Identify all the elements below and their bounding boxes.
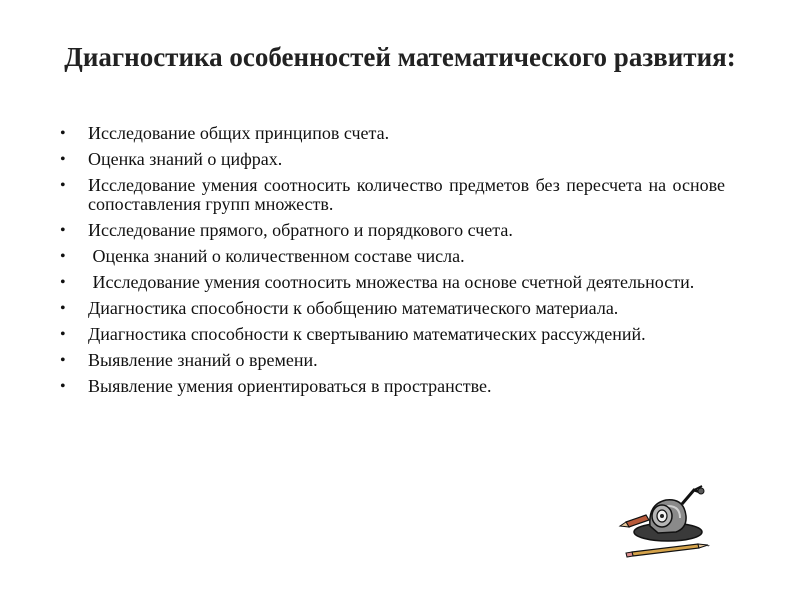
list-item-text: Диагностика способности к свертыванию математических рассуждений.	[88, 324, 646, 344]
list-item	[60, 176, 725, 214]
list-item	[60, 377, 725, 396]
list-item-text: Диагностика способности к обобщению математического материала.	[88, 298, 619, 318]
slide-title: Диагностика особенностей математического развития:	[64, 42, 736, 72]
pencil-sharpener-icon	[610, 482, 720, 562]
bullet-icon: •	[60, 125, 66, 142]
bullet-icon: •	[60, 274, 66, 291]
list-item-text: Оценка знаний о цифрах.	[88, 149, 283, 169]
bullet-icon: •	[60, 222, 66, 239]
list-item	[60, 247, 725, 266]
list-item	[60, 124, 725, 143]
list-item-text: Исследование общих принципов счета.	[88, 123, 390, 143]
bullet-icon: •	[60, 326, 66, 343]
bullet-list	[60, 124, 725, 403]
bullet-icon: •	[60, 248, 66, 265]
list-item	[60, 273, 725, 292]
list-item-text: Оценка знаний о количественном составе числа.	[88, 246, 465, 266]
list-item	[60, 299, 725, 318]
bullet-icon: •	[60, 352, 66, 369]
list-item-text: Исследование умения соотносить количество предметов без пересчета на основе сопоставления групп множеств.	[88, 175, 725, 214]
list-item	[60, 221, 725, 240]
list-item-text: Исследование умения соотносить множества на основе счетной деятельности.	[88, 272, 695, 292]
list-item	[60, 150, 725, 169]
list-item-text: Выявление знаний о времени.	[88, 350, 318, 370]
bullet-icon: •	[60, 177, 66, 194]
list-item-text: Выявление умения ориентироваться в пространстве.	[88, 376, 492, 396]
bullet-icon: •	[60, 300, 66, 317]
list-item	[60, 325, 725, 344]
list-item-text: Исследование прямого, обратного и порядкового счета.	[88, 220, 513, 240]
list-item	[60, 351, 725, 370]
bullet-icon: •	[60, 151, 66, 168]
bullet-icon: •	[60, 378, 66, 395]
